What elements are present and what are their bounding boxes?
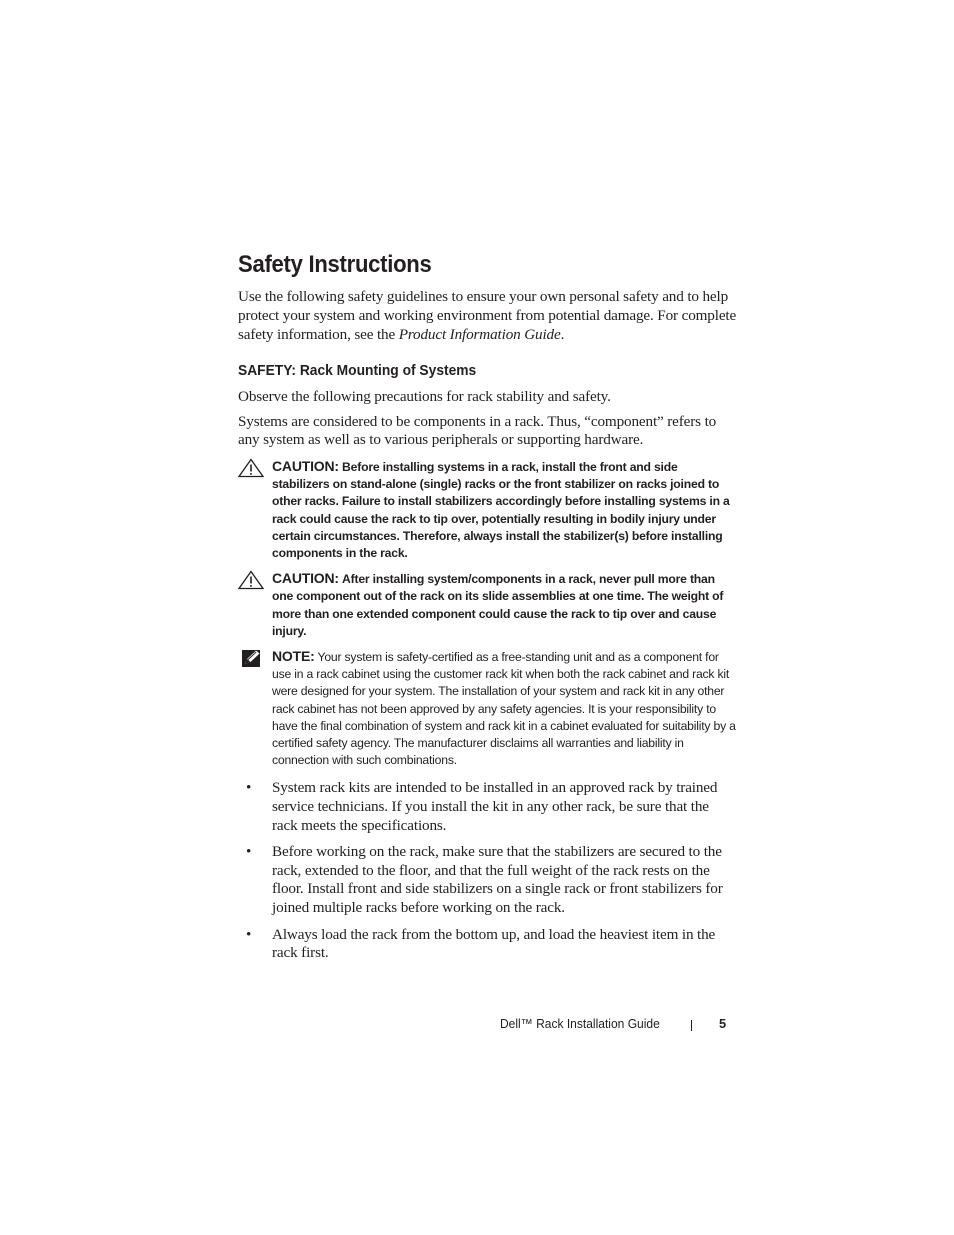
footer-divider — [691, 1020, 692, 1031]
caution-text: After installing system/components in a rack, never pull more than one component out of the rack on its slide assemblies at one time. The weight of more than one extended component could cause the rack to tip over and cause injury. — [272, 572, 724, 638]
intro-paragraph — [238, 288, 738, 344]
intro-emphasis: Product Information Guide — [398, 325, 561, 343]
warning-triangle-icon — [238, 458, 264, 478]
list-item — [238, 926, 738, 963]
note-text: Your system is safety-certified as a free-standing unit and as a component for use in a rack cabinet using the customer rack kit when both the rack cabinet and rack kit were designed for your system. The installation of your system and rack kit in any other rack cabinet has not been approved by any safety agencies. It is your responsibility to have the final combination of system and rack kit in a cabinet evaluated for suitability by a certified safety agency. The manufacturer disclaims all warranties and liability in connection with such combinations. — [272, 649, 736, 768]
page-content — [238, 252, 738, 971]
caution-notice-1 — [238, 458, 738, 562]
note-label: NOTE: — [272, 647, 315, 664]
bullet-glyph: • — [246, 779, 252, 797]
page-number: 5 — [719, 1016, 727, 1031]
page-title: Safety Instructions — [238, 251, 432, 278]
bullet-glyph: • — [246, 843, 252, 861]
section-paragraph-1: Observe the following precautions for rack stability and safety. — [238, 388, 611, 406]
caution-text: Before installing systems in a rack, install the front and side stabilizers on stand-alone (single) racks or the front stabilizer on racks joined to other racks. Failure to install stabilizers accordingly before installing systems in a rack could cause the rack to tip over, potentially resulting in bodily injury under certain circumstances. Therefore, always install the stabilizer(s) before installing components in the rack. — [272, 459, 730, 560]
caution-label: CAUTION: — [272, 570, 339, 587]
pencil-note-icon — [241, 649, 267, 669]
footer-title: Dell™ Rack Installation Guide — [500, 1016, 660, 1031]
section-title: SAFETY: Rack Mounting of Systems — [238, 362, 477, 380]
note-notice — [238, 648, 738, 769]
intro-tail: . — [560, 325, 565, 343]
list-item-text: System rack kits are intended to be installed in an approved rack by trained service technicians. If you install the kit in any other rack, be sure that the rack meets the specifications. — [272, 779, 718, 834]
precautions-list — [238, 779, 738, 962]
list-item-text: Always load the rack from the bottom up, and load the heaviest item in the rack first. — [272, 925, 716, 962]
list-item — [238, 843, 738, 917]
warning-triangle-icon — [238, 570, 264, 590]
intro-text: Use the following safety guidelines to ensure your own personal safety and to help protect your system and working environment from potential damage. For complete safety information, see the — [238, 288, 737, 343]
bullet-glyph: • — [246, 925, 252, 943]
section-paragraph-2: Systems are considered to be components in a rack. Thus, “component” refers to any system as well as to various peripherals or supporting hardware. — [238, 412, 717, 449]
caution-label: CAUTION: — [272, 457, 339, 474]
list-item — [238, 779, 738, 835]
list-item-text: Before working on the rack, make sure that the stabilizers are secured to the rack, extended to the floor, and that the full weight of the rack rests on the floor. Install front and side stabilizers on a single rack or front stabilizers for joined multiple racks before working on the rack. — [272, 843, 723, 916]
caution-notice-2 — [238, 570, 738, 640]
